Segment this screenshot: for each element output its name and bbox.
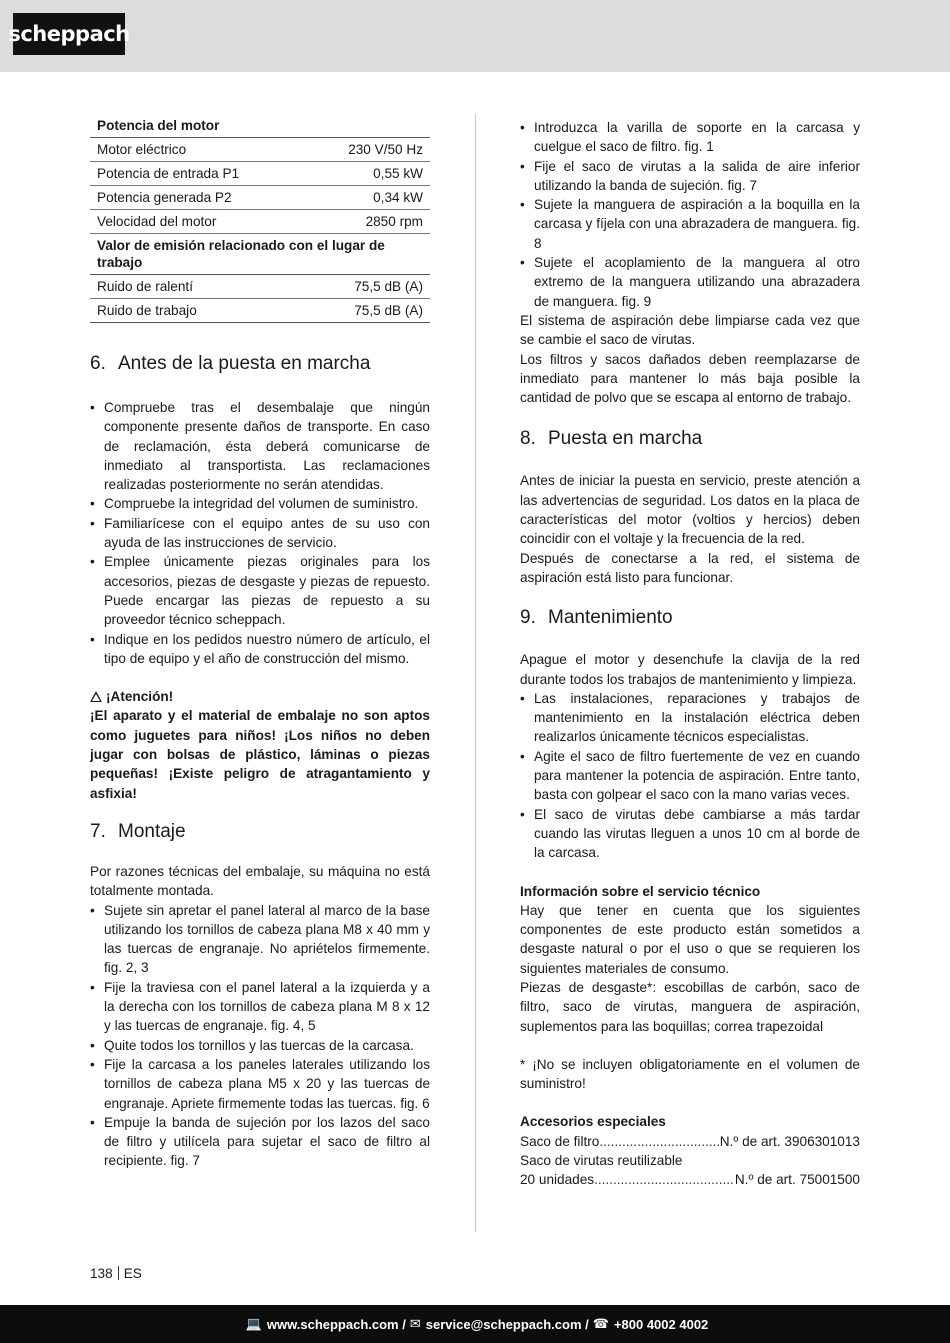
page-separator xyxy=(118,1266,119,1280)
spec-label: Ruido de ralentí xyxy=(90,275,307,299)
phone-icon: ☎ xyxy=(592,1316,609,1331)
spec-heading-emission: Valor de emisión relacionado con el lugar de trabajo xyxy=(90,234,430,275)
accessories-heading: Accesorios especiales xyxy=(520,1114,666,1130)
spec-table xyxy=(90,114,430,323)
section-title: Puesta en marcha xyxy=(548,428,703,450)
list-item: • Fije la carcasa a los paneles laterales utilizando los tornillos de cabeza plana M5 x 20 y las tuercas de engranaje. Apriete firmemente todas las tuercas. fig. 6 xyxy=(90,1055,430,1113)
section-7-intro: Por razones técnicas del embalaje, su máquina no está totalmente montada. xyxy=(90,863,430,899)
accessory-article-number: N.º de art. 3906301013 xyxy=(719,1133,860,1149)
list-item: • Familiarícese con el equipo antes de su uso con ayuda de las instrucciones de servicio. xyxy=(90,514,430,553)
section-6-heading xyxy=(90,352,430,376)
spec-value: 0,55 kW xyxy=(307,162,430,186)
section-number: 6. xyxy=(90,353,106,374)
language-code: ES xyxy=(123,1266,142,1281)
paragraph: Apague el motor y desenchufe la clavija de la red durante todos los trabajos de mantenimiento y limpieza. xyxy=(520,652,860,687)
mail-icon: ✉ xyxy=(409,1316,421,1331)
spec-row xyxy=(90,299,430,323)
website-link[interactable]: www.scheppach.com / xyxy=(266,1316,406,1332)
section-title: Antes de la puesta en marcha xyxy=(118,353,371,374)
section-6-list xyxy=(90,398,430,668)
paragraph: Hay que tener en cuenta que los siguientes componentes de este producto están sometidos a desgaste natural o por el uso o que se requieren los siguientes materiales de consumo. xyxy=(520,902,860,976)
section-7-list xyxy=(90,901,430,1171)
service-heading: Información sobre el servicio técnico xyxy=(520,883,761,899)
spec-value: 2850 rpm xyxy=(307,210,430,234)
spec-row xyxy=(90,275,430,299)
spec-value: 75,5 dB (A) xyxy=(307,275,430,299)
page-number xyxy=(90,1265,142,1283)
warning-heading xyxy=(90,687,430,706)
warning-text: ¡El aparato y el material de embalaje no son aptos como juguetes para niños! ¡Los niños no deben jugar con bolsas de plástico, láminas o piezas pequeñas! ¡Existe peligro de atragantamiento y asfixia! xyxy=(90,708,430,801)
accessory-row xyxy=(520,1170,860,1189)
computer-icon: 💻 xyxy=(245,1316,262,1331)
accessory-row xyxy=(520,1132,860,1151)
spec-label: Motor eléctrico xyxy=(90,138,307,162)
spec-label: Velocidad del motor xyxy=(90,210,307,234)
list-item: • Quite todos los tornillos y las tuercas de la carcasa. xyxy=(90,1036,430,1055)
list-item: • Sujete la manguera de aspiración a la boquilla en la carcasa y fíjela con una abrazadera de manguera. fig. 8 xyxy=(520,195,860,253)
spec-row xyxy=(90,138,430,162)
spec-heading-motor: Potencia del motor xyxy=(90,114,430,138)
list-item: • Compruebe la integridad del volumen de suministro. xyxy=(90,494,430,513)
paragraph: Antes de iniciar la puesta en servicio, preste atención a las advertencias de seguridad. Los datos en la placa de características del motor (voltios y hercios) deben coincidir con el voltaje y la frecuencia de la red. xyxy=(520,473,860,547)
email-link[interactable]: service@scheppach.com / xyxy=(425,1316,589,1332)
brand-logo: scheppach xyxy=(13,13,125,55)
section-9-heading xyxy=(520,606,860,630)
list-item: • Sujete el acoplamiento de la manguera al otro extremo de la manguera utilizando una abrazadera de manguera. fig. 9 xyxy=(520,253,860,311)
warning-title: ¡Atención! xyxy=(106,689,174,705)
paragraph: Después de conectarse a la red, el sistema de aspiración está listo para funcionar. xyxy=(520,550,860,585)
dot-leader xyxy=(599,1132,719,1151)
list-item: • Introduzca la varilla de soporte en la carcasa y cuelgue el saco de filtro. fig. 1 xyxy=(520,118,860,157)
spec-row xyxy=(90,210,430,234)
list-item: • Empuje la banda de sujeción por los lazos del saco de filtro y utilícela para sujetar el saco de filtro al recipiente. fig. 7 xyxy=(90,1113,430,1171)
accessory-label: Saco de filtro xyxy=(520,1133,600,1149)
list-item: • Compruebe tras el desembalaje que ningún componente presente daños de transporte. En caso de reclamación, ésta deberá comunicarse de inmediato al transportista. Las reclamaciones realizadas posteriormente no serán atendidas. xyxy=(90,398,430,494)
spec-label: Potencia de entrada P1 xyxy=(90,162,307,186)
paragraph: Los filtros y sacos dañados deben reemplazarse de inmediato para mantener lo más baja posible la cantidad de polvo que se escapa al entorno de trabajo. xyxy=(520,351,860,406)
section-7-heading xyxy=(90,820,430,844)
spec-value: 75,5 dB (A) xyxy=(307,299,430,323)
accessory-article-number: N.º de art. 75001500 xyxy=(734,1172,860,1188)
paragraph: Piezas de desgaste*: escobillas de carbón, saco de filtro, saco de virutas, manguera de aspiración, suplementos para las boquillas; correa trapezoidal xyxy=(520,979,860,1034)
column-divider xyxy=(475,114,476,1232)
list-item: • Emplee únicamente piezas originales para los accesorios, piezas de desgaste y piezas de repuesto. Puede encargar las piezas de repuesto a su proveedor técnico scheppach. xyxy=(90,552,430,629)
section-title: Montaje xyxy=(118,820,186,842)
spec-row xyxy=(90,162,430,186)
left-column xyxy=(90,114,430,1171)
spec-row xyxy=(90,186,430,210)
section-number: 8. xyxy=(520,428,536,450)
section-number: 7. xyxy=(90,820,106,842)
section-8-heading xyxy=(520,427,860,451)
list-item: • Sujete sin apretar el panel lateral al marco de la base utilizando los tornillos de cabeza plana M8 x 40 mm y las tuercas de engranaje. No apriételos firmemente. fig. 2, 3 xyxy=(90,901,430,978)
list-item: • Agite el saco de filtro fuertemente de vez en cuando para mantener la potencia de aspiración. Entre tanto, basta con golpear el saco con la mano varias veces. xyxy=(520,747,860,805)
list-item: • El saco de virutas debe cambiarse a más tardar cuando las virutas lleguen a unos 10 cm al borde de la carcasa. xyxy=(520,805,860,863)
accessory-label: Saco de virutas reutilizable xyxy=(520,1153,683,1169)
header-bar xyxy=(0,0,950,72)
dot-leader xyxy=(594,1170,735,1189)
section-9-list xyxy=(520,689,860,863)
section-number: 9. xyxy=(520,607,536,629)
footnote: * ¡No se incluyen obligatoriamente en el volumen de suministro! xyxy=(520,1056,860,1092)
spec-label: Ruido de trabajo xyxy=(90,299,307,323)
page-number-value: 138 xyxy=(90,1266,113,1281)
list-item: • Fije la traviesa con el panel lateral a la izquierda y a la derecha con los tornillos de cabeza plana M 8 x 12 y las tuercas de engranaje. fig. 4, 5 xyxy=(90,978,430,1036)
list-item: • Indique en los pedidos nuestro número de artículo, el tipo de equipo y el año de construcción del mismo. xyxy=(90,630,430,669)
spec-value: 0,34 kW xyxy=(307,186,430,210)
spec-label: Potencia generada P2 xyxy=(90,186,307,210)
section-7-list-continued xyxy=(520,118,860,311)
spec-value: 230 V/50 Hz xyxy=(307,138,430,162)
accessory-label: 20 unidades xyxy=(520,1172,595,1188)
section-title: Mantenimiento xyxy=(548,607,673,629)
warning-icon xyxy=(90,691,102,702)
phone-number[interactable]: +800 4002 4002 xyxy=(613,1316,709,1332)
list-item: • Las instalaciones, reparaciones y trabajos de mantenimiento en la instalación eléctrica deben realizarlos únicamente técnicos especialistas. xyxy=(520,689,860,747)
list-item: • Fije el saco de virutas a la salida de aire inferior utilizando la banda de sujeción. fig. 7 xyxy=(520,157,860,196)
paragraph: El sistema de aspiración debe limpiarse cada vez que se cambie el saco de virutas. xyxy=(520,312,860,348)
footer-bar xyxy=(0,1305,950,1343)
right-column xyxy=(520,118,860,1190)
